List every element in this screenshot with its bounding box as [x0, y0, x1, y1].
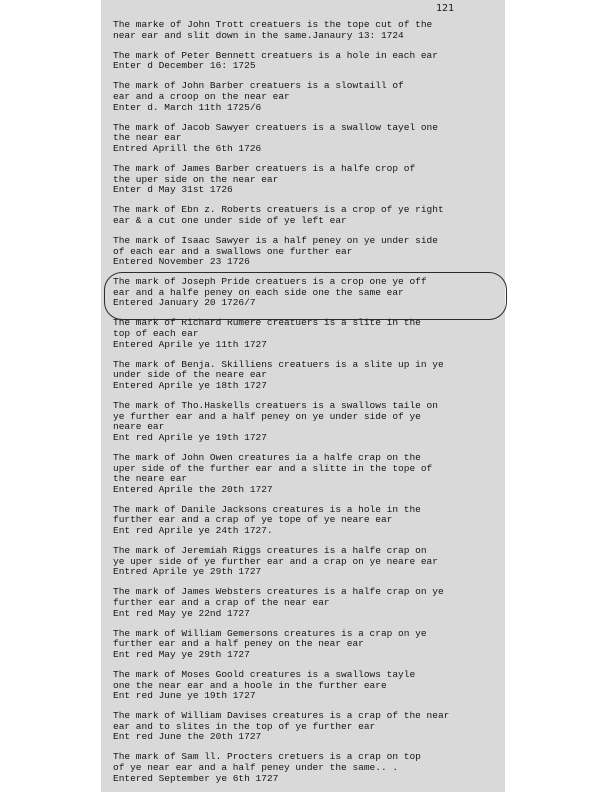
entry-line: ear and a halfe peney on each side one the same ear — [113, 286, 404, 298]
entry-line: of each ear and a swallows one further ear — [113, 245, 353, 257]
ledger-entry — [113, 670, 505, 702]
entry-line: of ye near ear and a half peney under the same.. . — [113, 762, 399, 774]
entry-line: Enter d May 31st 1726 — [113, 184, 233, 196]
entry-line: ye further ear and a half peney on ye under side of ye — [113, 410, 421, 422]
entry-line: Entred Aprile ye 29th 1727 — [113, 566, 262, 578]
entry-line: The mark of Ebn z. Roberts creatuers is a crop of ye right — [113, 204, 444, 216]
entry-line: Ent red May ye 22nd 1727 — [113, 607, 250, 619]
entry-line: The mark of Richard Rumere creatuers is a slite in the — [113, 317, 421, 329]
entry-line: The mark of Joseph Pride creatuers is a crop one ye off — [113, 276, 427, 288]
entry-line: Ent red Aprile ye 19th 1727 — [113, 431, 267, 443]
entry-line: one the near ear and a hoole in the further eare — [113, 679, 387, 691]
entry-line: Entered Aprile the 20th 1727 — [113, 483, 273, 495]
entry-line: neare ear — [113, 421, 165, 433]
ledger-entry — [113, 629, 505, 661]
entry-line: The mark of Jacob Sawyer creatuers is a swallow tayel one — [113, 121, 438, 133]
entry-line: uper side of the further ear and a slitte in the tope of — [113, 462, 433, 474]
entry-line: Entered November 23 1726 — [113, 256, 250, 268]
entry-line: The marke of John Trott creatuers is the tope cut of the — [113, 19, 433, 30]
entry-line: Entered Aprile ye 11th 1727 — [113, 338, 267, 350]
ledger-entry — [113, 51, 505, 72]
ledger-entry — [113, 360, 505, 392]
entry-line: further ear and a half peney on the near ear — [113, 638, 364, 650]
entry-line: The mark of John Owen creatures ia a halfe crap on the — [113, 451, 421, 463]
entry-line: The mark of Danile Jacksons creatures is a hole in the — [113, 503, 421, 515]
entry-line: Entered Aprile ye 18th 1727 — [113, 379, 267, 391]
entry-line: The mark of Isaac Sawyer is a half peney on ye under side — [113, 234, 438, 246]
ledger-entry — [113, 711, 505, 743]
entry-line: The mark of Tho.Haskells creatuers is a swallows taile on — [113, 400, 438, 412]
entry-line: further ear and a crap of ye tope of ye neare ear — [113, 514, 393, 526]
ledger-entry — [113, 401, 505, 443]
entry-line: The mark of Peter Bennett creatuers is a hole in each ear — [113, 49, 438, 61]
page-number: 121 — [436, 3, 455, 14]
ledger-entry — [113, 236, 505, 268]
ledger-entry — [113, 205, 505, 226]
entry-line: The mark of Jeremiah Riggs creatures is a halfe crap on — [113, 545, 427, 557]
entry-line: The mark of James Barber creatuers is a halfe crop of — [113, 162, 416, 174]
entry-line: Ent red May ye 29th 1727 — [113, 648, 250, 660]
entry-line: Entered January 20 1726/7 — [113, 297, 256, 309]
entry-line: ear & a cut one under side of ye left ear — [113, 214, 347, 226]
entry-line: Entered September ye 6th 1727 — [113, 772, 279, 784]
ledger-entry — [113, 164, 505, 196]
entry-line: Ent red June ye 19th 1727 — [113, 690, 256, 702]
ledger-entry — [113, 453, 505, 495]
entry-line: Enter d December 16: 1725 — [113, 60, 256, 72]
ledger-entry — [113, 505, 505, 537]
entry-list — [113, 20, 505, 794]
entry-line: ear and to slites in the top of ye further ear — [113, 720, 376, 732]
ledger-entry — [113, 546, 505, 578]
entry-line: The mark of Moses Goold creatures is a swallows tayle — [113, 668, 416, 680]
ledger-entry — [113, 587, 505, 619]
entry-line: the neare ear — [113, 473, 188, 485]
entry-line: the near ear — [113, 132, 182, 144]
entry-line: ye uper side of ye further ear and a crap on ye neare ear — [113, 555, 438, 567]
entry-line: further ear and a crap of the near ear — [113, 596, 330, 608]
entry-line: Ent red June the 20th 1727 — [113, 731, 262, 743]
entry-line: The mark of William Davises creatures is a crap of the near — [113, 710, 450, 722]
ledger-entry — [113, 318, 505, 350]
entry-line: under side of the neare ear — [113, 369, 267, 381]
entry-line: ear and a croop on the near ear — [113, 90, 290, 102]
entry-line: top of each ear — [113, 328, 199, 340]
entry-line: The mark of Benja. Skilliens creatuers is a slite up in ye — [113, 358, 444, 370]
entry-line: The mark of John Barber creatuers is a slowtaill of — [113, 80, 404, 92]
ledger-entry — [113, 81, 505, 113]
entry-line: the uper side on the near ear — [113, 173, 279, 185]
ledger-entry — [113, 752, 505, 784]
entry-line: The mark of William Gemersons creatures is a crap on ye — [113, 627, 427, 639]
entry-line: Entred Aprill the 6th 1726 — [113, 142, 262, 154]
ledger-entry — [113, 20, 505, 41]
entry-line: Enter d. March 11th 1725/6 — [113, 101, 262, 113]
entry-line: The mark of Sam ll. Procters cretuers is a crap on top — [113, 751, 421, 763]
entry-line: Ent red Aprile ye 24th 1727. — [113, 524, 273, 536]
entry-line: near ear and slit down in the same.Janaury 13: 1724 — [113, 29, 404, 41]
highlight-circle — [104, 272, 507, 320]
entry-line: The mark of James Websters creatures is a halfe crap on ye — [113, 586, 444, 598]
ledger-entry — [113, 123, 505, 155]
